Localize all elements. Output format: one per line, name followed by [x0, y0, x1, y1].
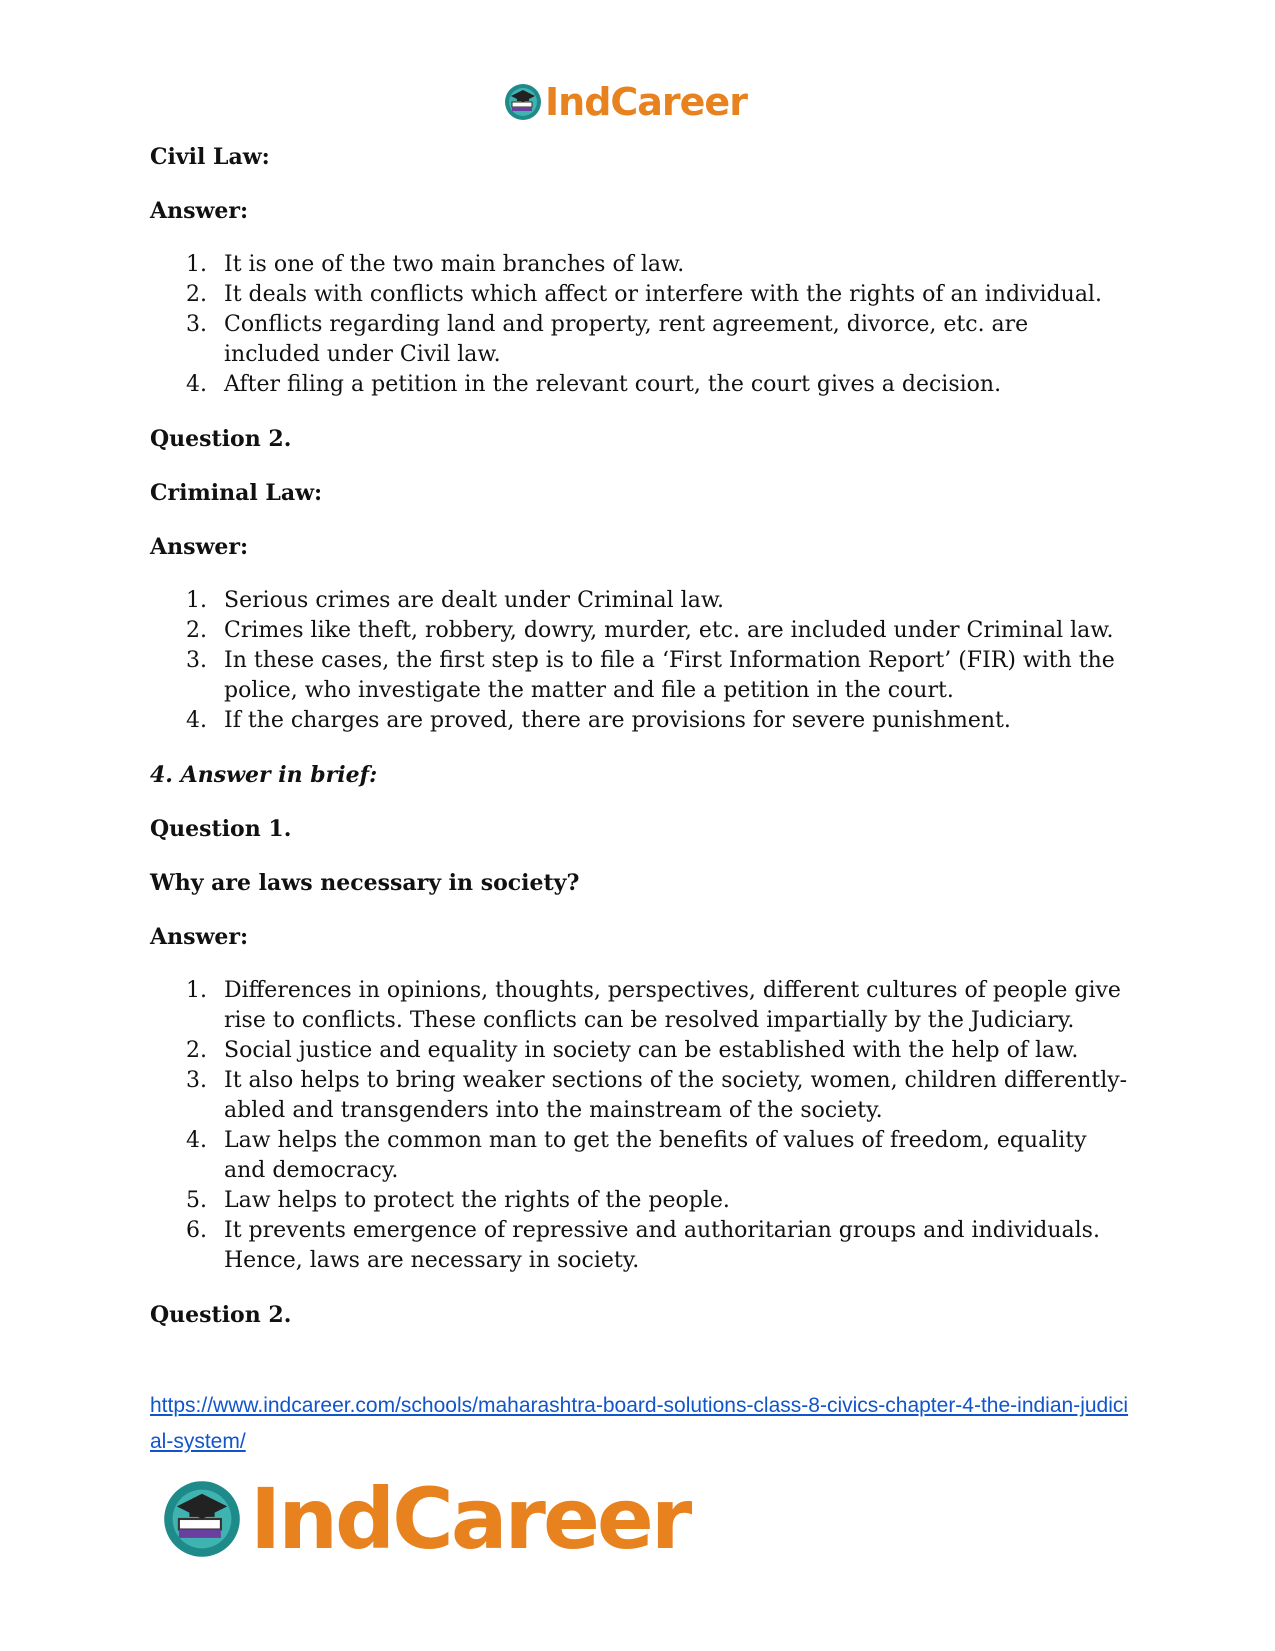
civil-law-list	[150, 250, 1130, 400]
brand-wordmark: IndCareer	[545, 80, 747, 124]
list-item: 3. In these cases, the first step is to file a ‘First Information Report’ (FIR) with the police, who investigate the matter and file a petition in the court.	[186, 648, 1115, 703]
list-item: 6. It prevents emergence of repressive and authoritarian groups and individuals. Hence, laws are necessary in society.	[186, 1218, 1100, 1273]
list-item: 2. Crimes like theft, robbery, dowry, murder, etc. are included under Criminal law.	[186, 618, 1114, 643]
question-1-text: Why are laws necessary in society?	[150, 870, 580, 896]
brief-answer-label: Answer:	[150, 924, 249, 950]
list-item: 1. It is one of the two main branches of law.	[186, 252, 685, 277]
graduation-book-logo-icon	[160, 1477, 244, 1561]
brand-wordmark-large: IndCareer	[250, 1470, 690, 1568]
criminal-answer-label: Answer:	[150, 534, 249, 560]
question-2-label-brief: Question 2.	[150, 1302, 292, 1328]
question-2-label: Question 2.	[150, 426, 292, 452]
answer-in-brief-heading: 4. Answer in brief:	[150, 762, 378, 788]
civil-answer-label: Answer:	[150, 198, 249, 224]
list-item: 3. It also helps to bring weaker sections of the society, women, children differently-abled and transgenders into the mainstream of the society.	[186, 1068, 1128, 1123]
main-content	[150, 142, 1130, 1330]
list-item: 4. Law helps the common man to get the benefits of values of freedom, equality and democracy.	[186, 1128, 1087, 1183]
laws-necessary-list	[150, 976, 1130, 1276]
list-item: 3. Conflicts regarding land and property, rent agreement, divorce, etc. are included under Civil law.	[186, 312, 1029, 367]
conclusion-line: Hence, laws are necessary in society.	[224, 1248, 640, 1273]
graduation-book-logo-icon	[503, 82, 543, 122]
source-url-link[interactable]: https://www.indcareer.com/schools/maharashtra-board-solutions-class-8-civics-chapter-4-the-indian-judicial-system/	[150, 1394, 1129, 1453]
list-item: 2. Social justice and equality in society can be established with the help of law.	[186, 1038, 1079, 1063]
list-item: 1. Differences in opinions, thoughts, perspectives, different cultures of people give rise to conflicts. These conflicts can be resolved impartially by the Judiciary.	[186, 978, 1121, 1033]
criminal-law-list	[150, 586, 1130, 736]
civil-law-heading: Civil Law:	[150, 144, 270, 170]
list-item: 1. Serious crimes are dealt under Criminal law.	[186, 588, 725, 613]
list-item: 4. If the charges are proved, there are provisions for severe punishment.	[186, 708, 1011, 733]
footer-logo	[160, 1470, 689, 1568]
list-item: 4. After filing a petition in the relevant court, the court gives a decision.	[186, 372, 1002, 397]
question-1-label: Question 1.	[150, 816, 292, 842]
list-item: 5. Law helps to protect the rights of the people.	[186, 1188, 730, 1213]
criminal-law-heading: Criminal Law:	[150, 480, 323, 506]
header-logo	[503, 80, 747, 124]
list-item: 2. It deals with conflicts which affect or interfere with the rights of an individual.	[186, 282, 1102, 307]
